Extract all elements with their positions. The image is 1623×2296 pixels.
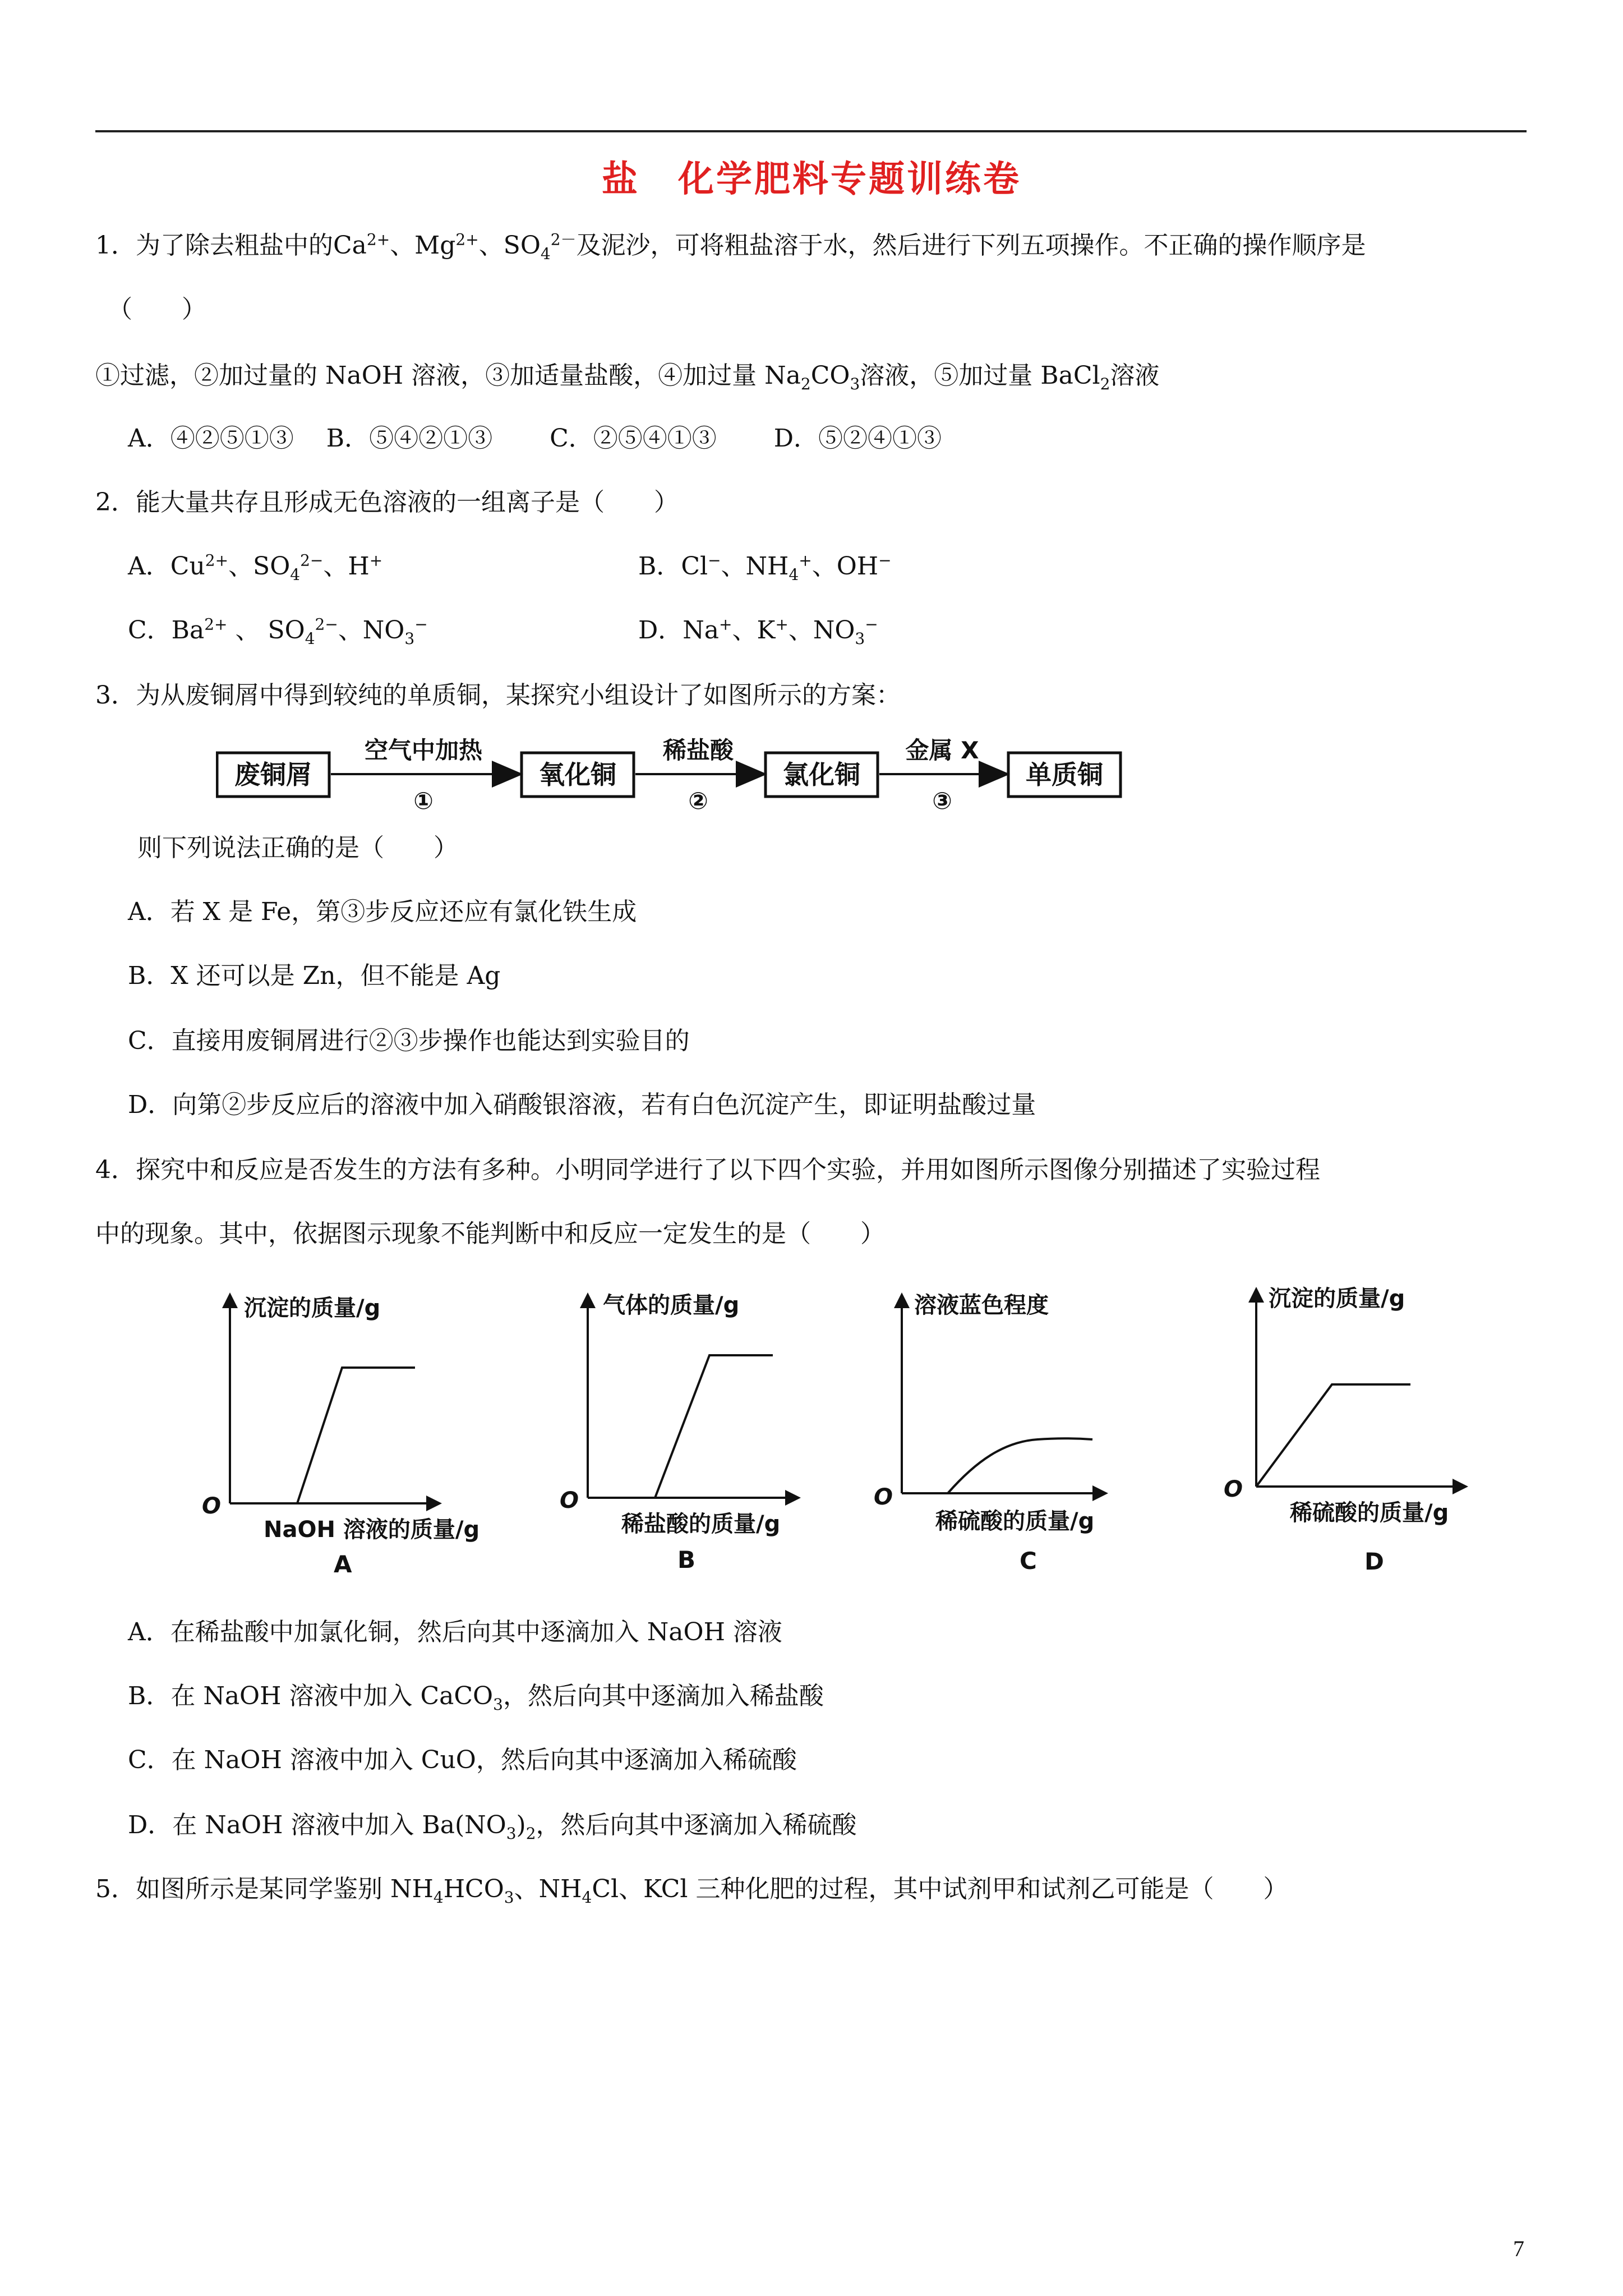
q4-option-d: D．在 NaOH 溶液中加入 $Ba(NO_3)_2$，然后向其中逐滴加入稀硫酸 xyxy=(128,1811,857,1843)
graph-c xyxy=(874,1292,1108,1575)
q1-operations: ①过滤，②加过量的 NaOH 溶液，③加适量盐酸，④加过量 $Na_2CO_3$溶液，⑤加过量 BaCl$_2$溶液 xyxy=(95,361,1160,393)
q2-option-d: D．Na+、K+、$NO_3^-$ xyxy=(638,615,878,648)
page-number: 7 xyxy=(1513,2236,1524,2261)
graph-c-y-arrow xyxy=(894,1292,910,1308)
graph-b-ylabel: 气体的质量/g xyxy=(603,1292,740,1318)
graph-d-y-arrow xyxy=(1248,1287,1264,1303)
graph-a-tag: A xyxy=(334,1550,352,1578)
graph-a xyxy=(202,1292,479,1578)
flow-box-4-label: 单质铜 xyxy=(1026,760,1103,790)
flow-box-2-label: 氧化铜 xyxy=(539,760,616,790)
graph-c-tag: C xyxy=(1020,1547,1037,1575)
q3-flow-diagram xyxy=(216,729,1124,819)
header-rule xyxy=(95,130,1527,132)
q3-option-a: A．若 X 是 Fe，第③步反应还应有氯化铁生成 xyxy=(128,898,637,926)
flow-box-3-label: 氯化铜 xyxy=(783,760,860,790)
graph-a-x-arrow xyxy=(426,1496,442,1511)
graph-b-x-arrow xyxy=(785,1490,801,1506)
flow-arrow-2-top: 稀盐酸 xyxy=(662,737,734,764)
graph-c-origin: O xyxy=(874,1484,893,1510)
graph-d-ylabel: 沉淀的质量/g xyxy=(1269,1286,1405,1312)
q1-stem: 1．为了除去粗盐中的$Ca^{2+}$、$Mg^{2+}$、$SO_4^{2-}$及泥沙，可将粗盐溶于水，然后进行下列五项操作。不正确的操作顺序是 xyxy=(95,230,1366,263)
graph-b-tag: B xyxy=(677,1546,696,1573)
q4-option-a: A．在稀盐酸中加氯化铜，然后向其中逐滴加入 NaOH 溶液 xyxy=(128,1618,782,1646)
q3-stem: 3．为从废铜屑中得到较纯的单质铜，某探究小组设计了如图所示的方案： xyxy=(95,681,901,710)
q4-option-b: B．在 NaOH 溶液中加入 CaCO$_3$，然后向其中逐滴加入稀盐酸 xyxy=(128,1682,824,1714)
flow-box-1-label: 废铜屑 xyxy=(234,760,312,790)
q4-stem-2: 中的现象。其中，依据图示现象不能判断中和反应一定发生的是（ ） xyxy=(95,1220,885,1248)
flow-arrow-1-top: 空气中加热 xyxy=(364,737,483,764)
q3-option-d: D．向第②步反应后的溶液中加入硝酸银溶液，若有白色沉淀产生，即证明盐酸过量 xyxy=(128,1091,1036,1119)
q2-option-a: A．$Cu^{2+}$、$SO_4^{2-}$、H+ xyxy=(128,551,383,584)
q4-graphs xyxy=(185,1273,1492,1588)
flow-arrow-3-bottom: ③ xyxy=(932,787,952,815)
page-title: 盐 化学肥料专题训练卷 xyxy=(602,158,1021,200)
q2-option-c: C．$Ba^{2+}$ 、 $SO_4^{2-}$、$NO_3^-$ xyxy=(128,615,428,648)
graph-c-x-arrow xyxy=(1092,1485,1108,1501)
graph-c-curve xyxy=(948,1438,1092,1493)
graph-d-tag: D xyxy=(1364,1548,1384,1575)
graph-b-origin: O xyxy=(560,1488,579,1513)
q3-option-b: B．X 还可以是 Zn，但不能是 Ag xyxy=(128,961,501,990)
graph-a-curve xyxy=(297,1368,415,1503)
graph-d-curve xyxy=(1256,1384,1410,1487)
flow-arrow-3-top: 金属 X xyxy=(905,737,979,764)
graph-b-curve xyxy=(655,1355,773,1498)
flow-arrow-2-bottom: ② xyxy=(688,787,708,815)
q1-paren: （ ） xyxy=(108,295,206,324)
graph-c-xlabel: 稀硫酸的质量/g xyxy=(935,1508,1095,1534)
graph-a-ylabel: 沉淀的质量/g xyxy=(244,1295,381,1321)
graph-c-ylabel: 溶液蓝色程度 xyxy=(914,1292,1049,1318)
q4-stem-1: 4．探究中和反应是否发生的方法有多种。小明同学进行了以下四个实验，并用如图所示图像分别描述了实验过程 xyxy=(95,1156,1320,1184)
graph-b xyxy=(560,1292,801,1573)
graph-a-origin: O xyxy=(202,1493,222,1519)
graph-d-x-arrow xyxy=(1453,1479,1468,1494)
graph-d xyxy=(1224,1286,1468,1575)
q2-stem: 2．能大量共存且形成无色溶液的一组离子是（ ） xyxy=(95,488,679,517)
flow-arrow-1-bottom: ① xyxy=(413,787,434,815)
q4-option-c: C．在 NaOH 溶液中加入 CuO，然后向其中逐滴加入稀硫酸 xyxy=(128,1746,797,1774)
graph-d-origin: O xyxy=(1224,1476,1243,1502)
graph-a-y-arrow xyxy=(222,1292,238,1308)
q3-question: 则下列说法正确的是（ ） xyxy=(137,834,458,862)
graph-d-xlabel: 稀硫酸的质量/g xyxy=(1290,1500,1449,1526)
q5-stem: 5．如图所示是某同学鉴别 $NH_4HCO_3$、$NH_4Cl$、KCl 三种化肥的过程，其中试剂甲和试剂乙可能是（ ） xyxy=(95,1875,1288,1907)
graph-b-y-arrow xyxy=(580,1292,596,1308)
graph-a-xlabel: NaOH 溶液的质量/g xyxy=(264,1517,480,1543)
q3-option-c: C．直接用废铜屑进行②③步操作也能达到实验目的 xyxy=(128,1027,690,1055)
graph-b-xlabel: 稀盐酸的质量/g xyxy=(621,1511,781,1537)
q2-option-b: B．Cl−、$NH_4^+$、OH− xyxy=(638,551,892,584)
q1-options: A．④②⑤①③ B．⑤④②①③ C．②⑤④①③ D．⑤②④①③ xyxy=(128,424,942,453)
